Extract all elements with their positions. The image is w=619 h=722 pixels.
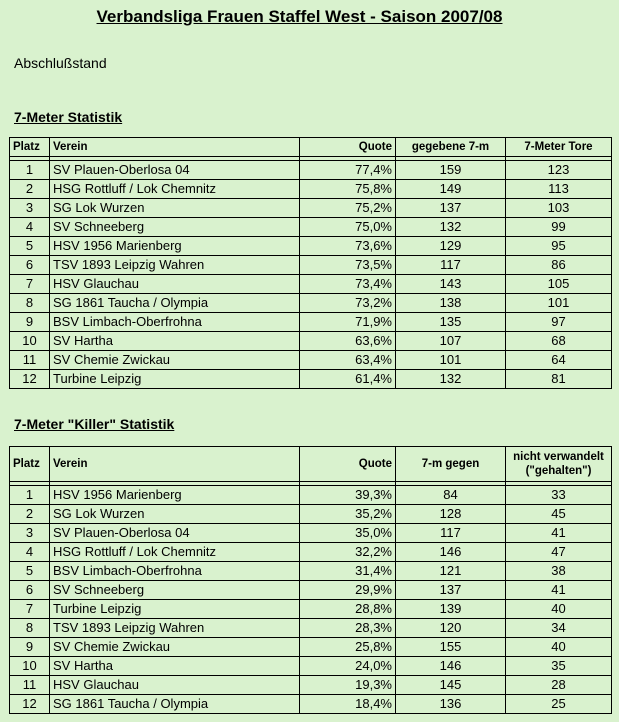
table-header-row	[10, 447, 612, 482]
cell-count: 84	[396, 486, 506, 505]
cell-platz: 6	[10, 581, 50, 600]
cell-value: 68	[506, 332, 612, 351]
table-row	[10, 275, 612, 294]
table-row	[10, 180, 612, 199]
cell-quote: 73,4%	[300, 275, 396, 294]
cell-quote: 71,9%	[300, 313, 396, 332]
cell-verein: SV Schneeberg	[50, 218, 300, 237]
cell-verein: Turbine Leipzig	[50, 600, 300, 619]
cell-platz: 5	[10, 237, 50, 256]
cell-quote: 77,4%	[300, 161, 396, 180]
cell-platz: 7	[10, 275, 50, 294]
cell-verein: HSV 1956 Marienberg	[50, 237, 300, 256]
table-row	[10, 524, 612, 543]
cell-count: 146	[396, 543, 506, 562]
cell-count: 137	[396, 581, 506, 600]
col-header-7m-gegen: 7-m gegen	[396, 447, 506, 482]
cell-count: 121	[396, 562, 506, 581]
col-header-platz: Platz	[10, 447, 50, 482]
cell-verein: SG Lok Wurzen	[50, 505, 300, 524]
section-heading-killer: 7-Meter "Killer" Statistik	[14, 416, 175, 432]
cell-count: 135	[396, 313, 506, 332]
col-header-gehalten: nicht verwandelt ("gehalten")	[506, 447, 612, 482]
cell-count: 159	[396, 161, 506, 180]
cell-platz: 10	[10, 657, 50, 676]
cell-platz: 9	[10, 313, 50, 332]
cell-verein: Turbine Leipzig	[50, 370, 300, 389]
cell-count: 132	[396, 370, 506, 389]
cell-value: 40	[506, 638, 612, 657]
table-row	[10, 676, 612, 695]
table-row	[10, 600, 612, 619]
cell-count: 139	[396, 600, 506, 619]
cell-verein: TSV 1893 Leipzig Wahren	[50, 619, 300, 638]
cell-value: 86	[506, 256, 612, 275]
table-row	[10, 294, 612, 313]
table-row	[10, 237, 612, 256]
cell-verein: HSV Glauchau	[50, 676, 300, 695]
cell-quote: 75,0%	[300, 218, 396, 237]
cell-value: 113	[506, 180, 612, 199]
cell-platz: 4	[10, 543, 50, 562]
cell-count: 128	[396, 505, 506, 524]
cell-verein: SG 1861 Taucha / Olympia	[50, 695, 300, 714]
cell-platz: 9	[10, 638, 50, 657]
cell-value: 103	[506, 199, 612, 218]
col-header-platz: Platz	[10, 138, 50, 157]
cell-quote: 19,3%	[300, 676, 396, 695]
table-row	[10, 161, 612, 180]
cell-value: 105	[506, 275, 612, 294]
table-row	[10, 218, 612, 237]
cell-quote: 35,2%	[300, 505, 396, 524]
cell-verein: SV Schneeberg	[50, 581, 300, 600]
cell-verein: SG 1861 Taucha / Olympia	[50, 294, 300, 313]
col-header-gegebene: gegebene 7-m	[396, 138, 506, 157]
cell-verein: SV Plauen-Oberlosa 04	[50, 161, 300, 180]
cell-value: 41	[506, 524, 612, 543]
page-subtitle: Abschlußstand	[14, 55, 107, 71]
cell-value: 40	[506, 600, 612, 619]
col-header-tore: 7-Meter Tore	[506, 138, 612, 157]
table-row	[10, 351, 612, 370]
cell-quote: 32,2%	[300, 543, 396, 562]
cell-count: 132	[396, 218, 506, 237]
cell-platz: 1	[10, 161, 50, 180]
cell-verein: SV Hartha	[50, 657, 300, 676]
cell-platz: 4	[10, 218, 50, 237]
cell-value: 33	[506, 486, 612, 505]
col-header-verein: Verein	[50, 447, 300, 482]
cell-count: 143	[396, 275, 506, 294]
table-row	[10, 562, 612, 581]
cell-platz: 7	[10, 600, 50, 619]
table-row	[10, 581, 612, 600]
cell-verein: HSV Glauchau	[50, 275, 300, 294]
cell-quote: 63,6%	[300, 332, 396, 351]
table-row	[10, 543, 612, 562]
cell-quote: 73,6%	[300, 237, 396, 256]
cell-count: 149	[396, 180, 506, 199]
cell-platz: 3	[10, 524, 50, 543]
cell-quote: 39,3%	[300, 486, 396, 505]
cell-verein: SG Lok Wurzen	[50, 199, 300, 218]
cell-platz: 8	[10, 294, 50, 313]
table-7m-statistik	[9, 137, 612, 389]
cell-verein: SV Chemie Zwickau	[50, 351, 300, 370]
col-header-quote: Quote	[300, 447, 396, 482]
cell-platz: 2	[10, 505, 50, 524]
cell-value: 123	[506, 161, 612, 180]
cell-platz: 11	[10, 676, 50, 695]
cell-verein: HSG Rottluff / Lok Chemnitz	[50, 543, 300, 562]
cell-value: 47	[506, 543, 612, 562]
table-header-row	[10, 138, 612, 157]
cell-verein: SV Plauen-Oberlosa 04	[50, 524, 300, 543]
cell-verein: BSV Limbach-Oberfrohna	[50, 313, 300, 332]
table-row	[10, 313, 612, 332]
cell-value: 35	[506, 657, 612, 676]
cell-quote: 28,3%	[300, 619, 396, 638]
cell-platz: 11	[10, 351, 50, 370]
cell-value: 101	[506, 294, 612, 313]
cell-platz: 5	[10, 562, 50, 581]
cell-quote: 24,0%	[300, 657, 396, 676]
cell-count: 155	[396, 638, 506, 657]
cell-verein: HSG Rottluff / Lok Chemnitz	[50, 180, 300, 199]
cell-quote: 61,4%	[300, 370, 396, 389]
cell-quote: 31,4%	[300, 562, 396, 581]
table-row	[10, 695, 612, 714]
table-row	[10, 505, 612, 524]
table-killer-statistik	[9, 446, 612, 714]
cell-platz: 12	[10, 695, 50, 714]
cell-value: 99	[506, 218, 612, 237]
table-row	[10, 199, 612, 218]
cell-count: 146	[396, 657, 506, 676]
cell-count: 137	[396, 199, 506, 218]
cell-quote: 73,5%	[300, 256, 396, 275]
cell-platz: 3	[10, 199, 50, 218]
table-row	[10, 619, 612, 638]
table-row	[10, 638, 612, 657]
cell-count: 117	[396, 524, 506, 543]
cell-count: 101	[396, 351, 506, 370]
cell-verein: SV Hartha	[50, 332, 300, 351]
page-title: Verbandsliga Frauen Staffel West - Saison 2007/08	[96, 7, 503, 26]
cell-quote: 29,9%	[300, 581, 396, 600]
cell-platz: 10	[10, 332, 50, 351]
cell-value: 28	[506, 676, 612, 695]
cell-value: 95	[506, 237, 612, 256]
cell-platz: 8	[10, 619, 50, 638]
cell-value: 97	[506, 313, 612, 332]
cell-count: 129	[396, 237, 506, 256]
cell-count: 107	[396, 332, 506, 351]
table-row	[10, 332, 612, 351]
cell-quote: 73,2%	[300, 294, 396, 313]
cell-platz: 6	[10, 256, 50, 275]
cell-value: 25	[506, 695, 612, 714]
col-header-verein: Verein	[50, 138, 300, 157]
table-row	[10, 256, 612, 275]
cell-count: 136	[396, 695, 506, 714]
cell-value: 34	[506, 619, 612, 638]
cell-quote: 75,8%	[300, 180, 396, 199]
cell-count: 120	[396, 619, 506, 638]
table-row	[10, 486, 612, 505]
cell-count: 145	[396, 676, 506, 695]
cell-value: 64	[506, 351, 612, 370]
section-heading-7m: 7-Meter Statistik	[14, 109, 123, 125]
cell-value: 38	[506, 562, 612, 581]
cell-quote: 18,4%	[300, 695, 396, 714]
cell-verein: HSV 1956 Marienberg	[50, 486, 300, 505]
cell-platz: 1	[10, 486, 50, 505]
cell-quote: 75,2%	[300, 199, 396, 218]
cell-quote: 25,8%	[300, 638, 396, 657]
table-row	[10, 370, 612, 389]
cell-value: 41	[506, 581, 612, 600]
cell-count: 117	[396, 256, 506, 275]
cell-quote: 35,0%	[300, 524, 396, 543]
cell-quote: 28,8%	[300, 600, 396, 619]
cell-value: 45	[506, 505, 612, 524]
cell-count: 138	[396, 294, 506, 313]
cell-verein: BSV Limbach-Oberfrohna	[50, 562, 300, 581]
cell-verein: SV Chemie Zwickau	[50, 638, 300, 657]
cell-value: 81	[506, 370, 612, 389]
cell-platz: 2	[10, 180, 50, 199]
cell-platz: 12	[10, 370, 50, 389]
cell-quote: 63,4%	[300, 351, 396, 370]
table-row	[10, 657, 612, 676]
col-header-quote: Quote	[300, 138, 396, 157]
cell-verein: TSV 1893 Leipzig Wahren	[50, 256, 300, 275]
